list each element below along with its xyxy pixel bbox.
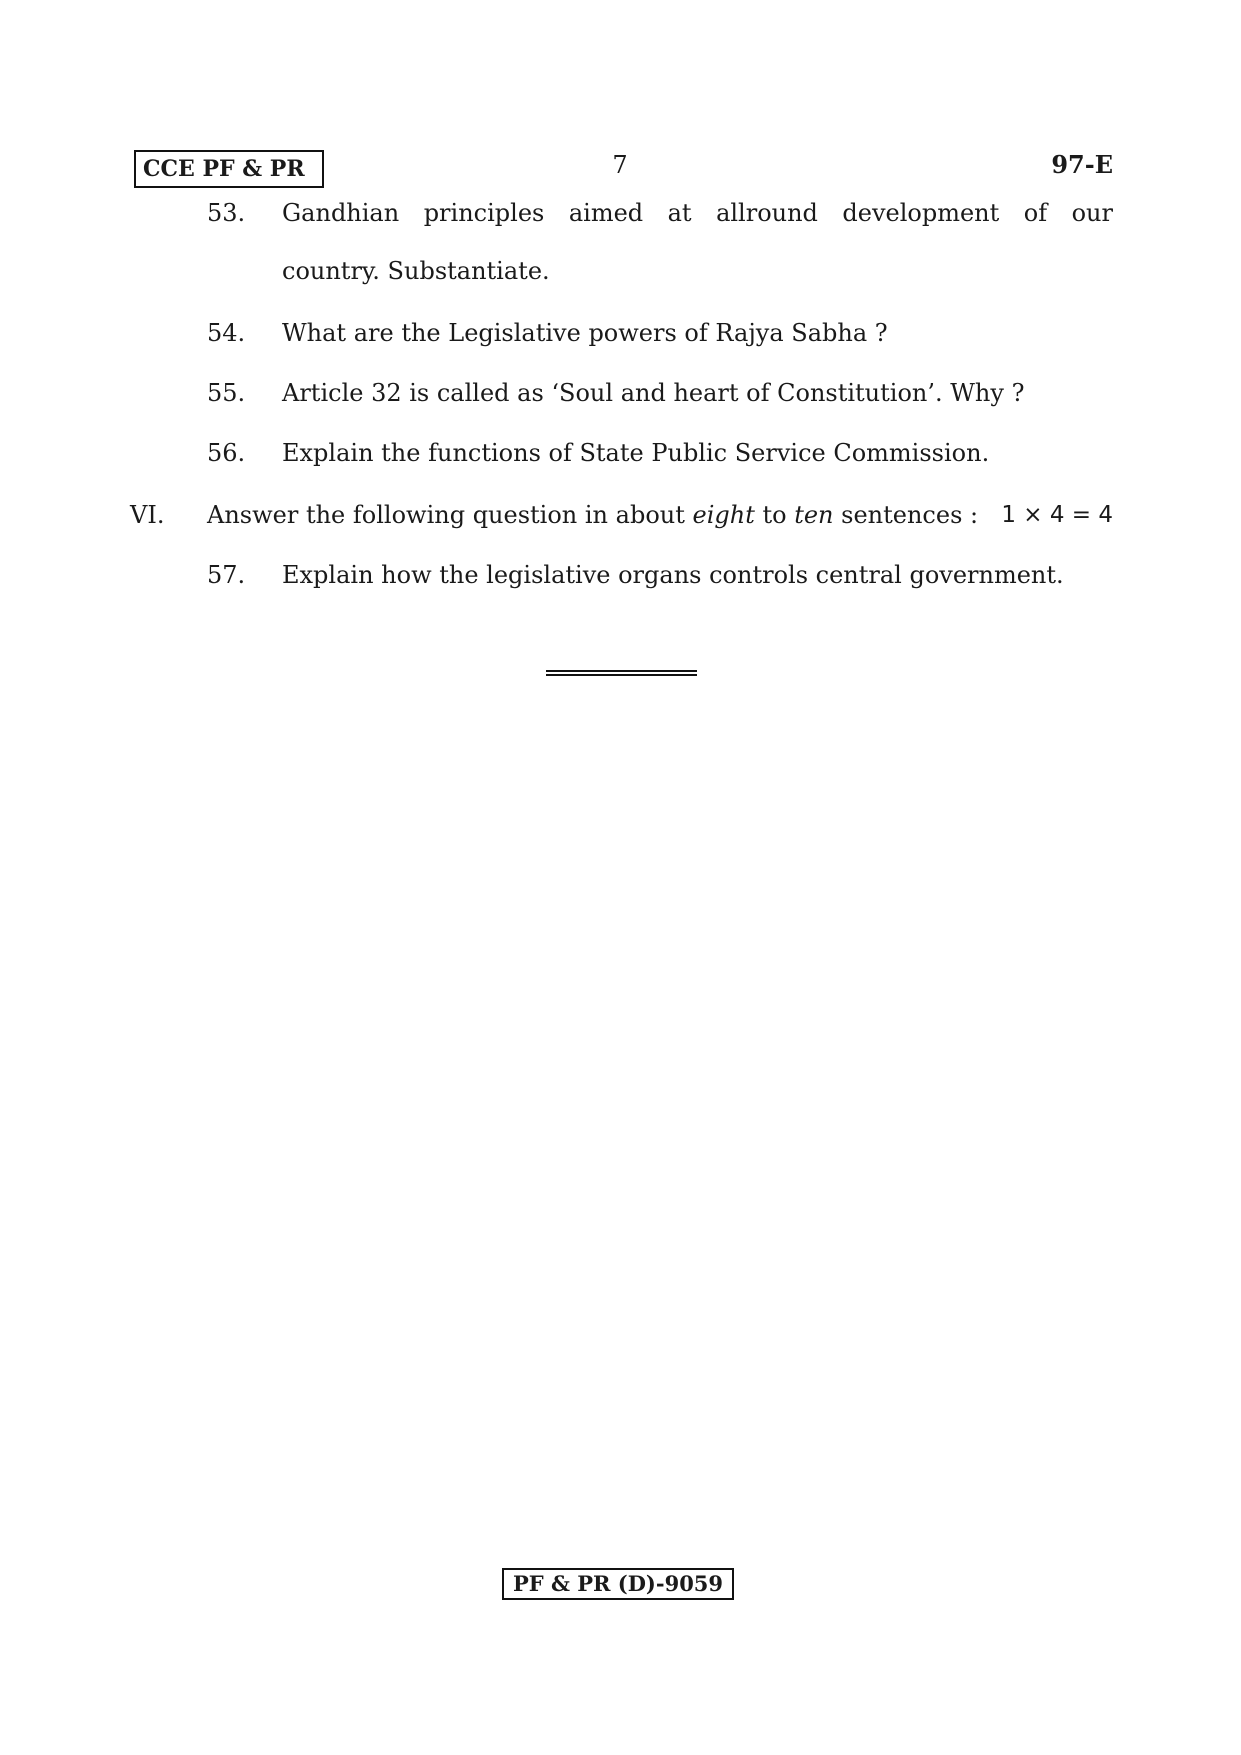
question-56-text: Explain the functions of State Public Service Commission.	[282, 439, 990, 467]
question-54-text: What are the Legislative powers of Rajya Sabha ?	[282, 319, 888, 347]
question-57-number: 57.	[207, 561, 246, 589]
instruction-emphasis-eight: eight	[692, 501, 755, 529]
question-56-number: 56.	[207, 439, 246, 467]
section-vi-instruction	[207, 500, 978, 530]
word: at	[667, 199, 692, 227]
instruction-text: to	[754, 501, 795, 529]
question-55-text: Article 32 is called as ‘Soul and heart of Constitution’. Why ?	[282, 379, 1025, 407]
word: of	[1023, 199, 1048, 227]
question-54-number: 54.	[207, 319, 246, 347]
question-53-line-1	[282, 198, 1113, 228]
word: allround	[716, 199, 818, 227]
word: development	[842, 199, 1000, 227]
footer-code-box: PF & PR (D)-9059	[502, 1568, 734, 1600]
end-double-rule	[546, 670, 697, 676]
word: Gandhian	[282, 199, 400, 227]
instruction-emphasis-ten: ten	[794, 501, 834, 529]
instruction-text: Answer the following question in about	[207, 501, 693, 529]
page-number: 7	[612, 151, 628, 179]
word: our	[1071, 199, 1113, 227]
instruction-text: sentences :	[833, 501, 979, 529]
question-53-number: 53.	[207, 199, 246, 227]
subject-code-box: CCE PF & PR	[134, 150, 324, 188]
section-vi-marks: 1 × 4 = 4	[1001, 502, 1113, 528]
word: aimed	[568, 199, 644, 227]
question-53-line-2: country. Substantiate.	[282, 257, 550, 285]
question-55-number: 55.	[207, 379, 246, 407]
question-57-text: Explain how the legislative organs controls central government.	[282, 561, 1064, 589]
section-vi-number: VI.	[130, 501, 165, 529]
paper-code: 97-E	[1051, 150, 1113, 179]
word: principles	[423, 199, 545, 227]
